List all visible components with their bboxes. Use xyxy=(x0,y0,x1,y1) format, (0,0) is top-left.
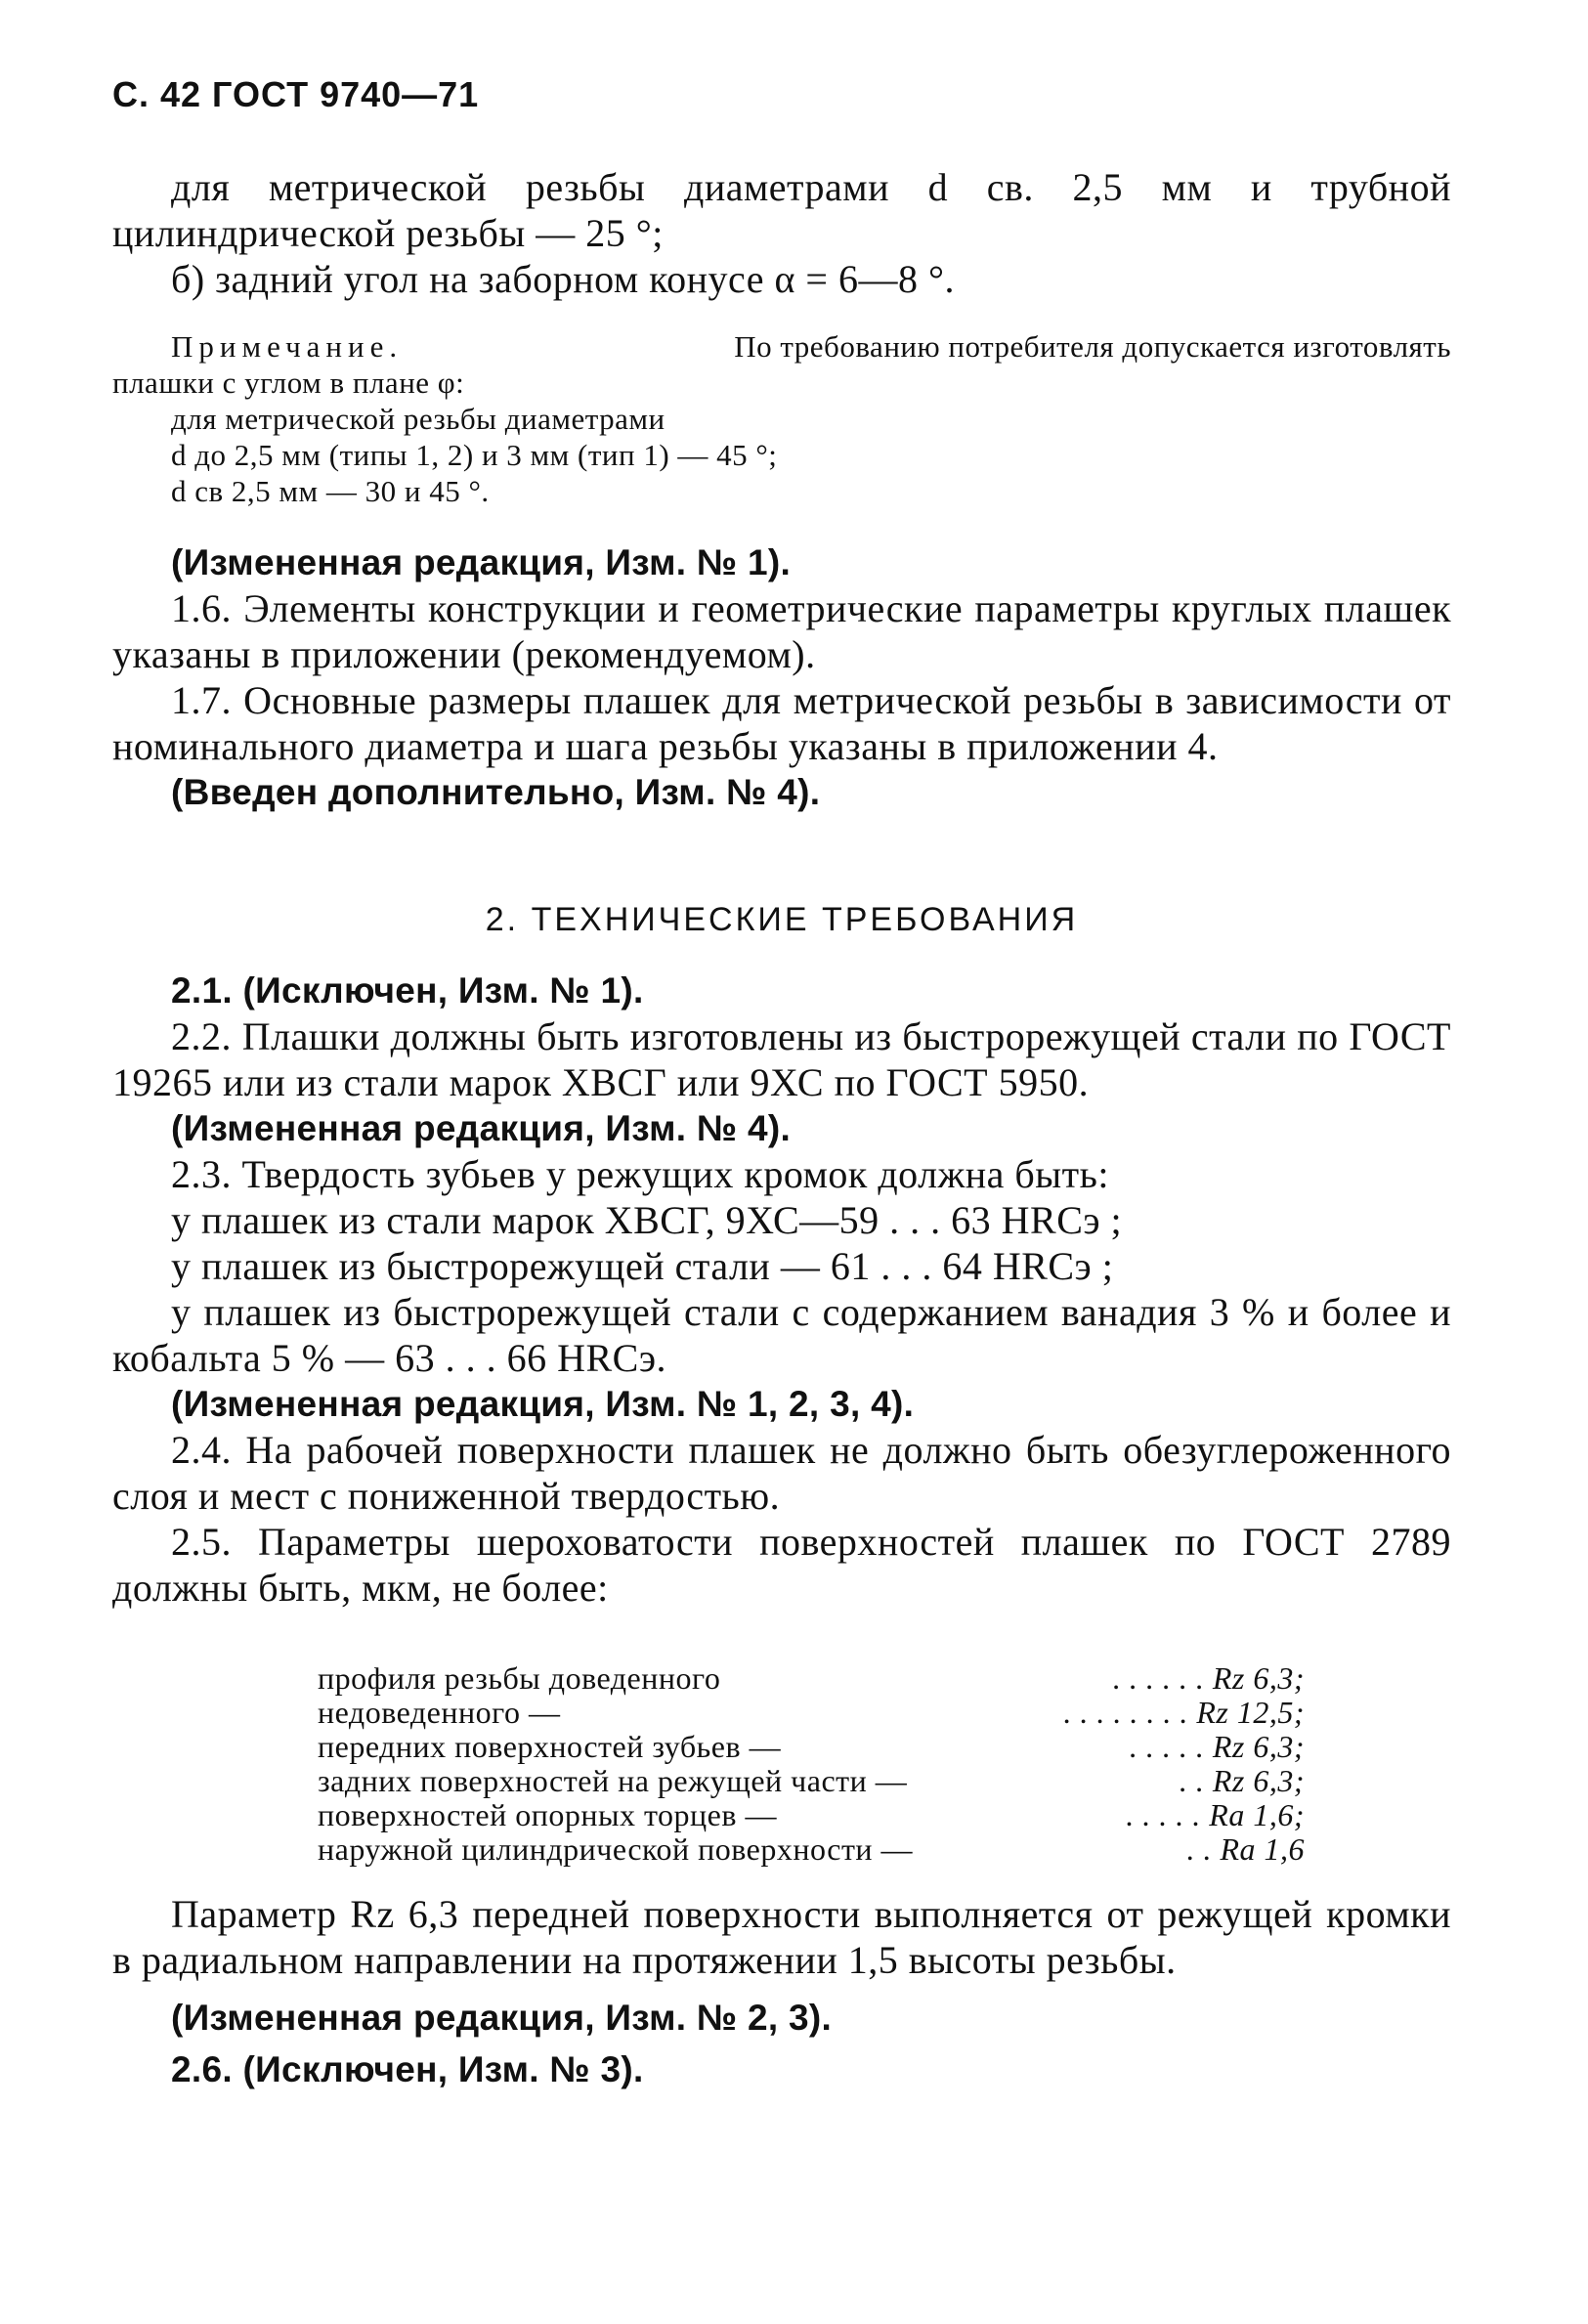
intro-block xyxy=(112,164,1451,302)
note-label: Примечание. xyxy=(171,329,404,364)
page-header: С. 42 ГОСТ 9740—71 xyxy=(112,74,480,114)
main-block-2 xyxy=(112,968,1451,1611)
roughness-row xyxy=(318,1832,1305,1867)
amendment-note: (Измененная редакция, Изм. № 2, 3). xyxy=(171,1998,833,2038)
note-line-3: для метрической резьбы диаметрами xyxy=(171,402,665,436)
amendment-note: (Измененная редакция, Изм. № 1). xyxy=(171,542,792,582)
roughness-row xyxy=(318,1798,1305,1832)
roughness-value: . . Rz 6,3; xyxy=(1179,1763,1305,1798)
section-title: 2. ТЕХНИЧЕСКИЕ ТРЕБОВАНИЯ xyxy=(485,901,1079,938)
paragraph-2-3-line-3: у плашек из быстрорежущей стали — 61 . . . 64 HRCэ ; xyxy=(171,1244,1114,1288)
roughness-label: передних поверхностей зубьев — xyxy=(318,1729,782,1764)
roughness-label: поверхностей опорных торцев — xyxy=(318,1797,777,1832)
roughness-list xyxy=(318,1661,1305,1867)
paragraph-1-6: 1.6. Элементы конструкции и геометрические параметры круглых плашек указаны в приложении (рекомендуемом). xyxy=(112,586,1451,676)
paragraph-2-3-line-2: у плашек из стали марок ХВСГ, 9ХС—59 . . . 63 HRCэ ; xyxy=(171,1198,1123,1242)
note-line-5: d св 2,5 мм — 30 и 45 °. xyxy=(171,474,490,508)
roughness-value: . . . . . . . . Rz 12,5; xyxy=(1063,1695,1305,1730)
roughness-label: профиля резьбы доведенного xyxy=(318,1660,721,1696)
amendment-note: (Измененная редакция, Изм. № 4). xyxy=(171,1108,792,1148)
roughness-value: . . . . . . Rz 6,3; xyxy=(1112,1660,1305,1696)
note-line-1-rest: По требованию потребителя допускается изготовлять xyxy=(734,329,1451,364)
roughness-value: . . . . . Ra 1,6; xyxy=(1126,1797,1305,1832)
paragraph-2-6: 2.6. (Исключен, Изм. № 3). xyxy=(171,2049,644,2089)
roughness-value: . . . . . Rz 6,3; xyxy=(1129,1729,1305,1764)
roughness-row xyxy=(318,1764,1305,1798)
amendment-note: (Введен дополнительно, Изм. № 4). xyxy=(171,772,821,812)
roughness-row xyxy=(318,1696,1305,1730)
roughness-row xyxy=(318,1661,1305,1696)
note-line-4: d до 2,5 мм (типы 1, 2) и 3 мм (тип 1) — 45 °; xyxy=(171,438,778,472)
paragraph-2-3-line-4: у плашек из быстрорежущей стали с содержанием ванадия 3 % и более и кобальта 5 % — 63 . . . 66 HRCэ. xyxy=(112,1290,1451,1380)
paragraph-2-4: 2.4. На рабочей поверхности плашек не должно быть обезуглероженного слоя и мест с пониженной твердостью. xyxy=(112,1428,1451,1518)
paragraph-rz: Параметр Rz 6,3 передней поверхности выполняется от режущей кромки в радиальном направлении на протяжении 1,5 высоты резьбы. xyxy=(112,1892,1451,1982)
main-block-1 xyxy=(112,539,1451,815)
paragraph-2-5: 2.5. Параметры шероховатости поверхностей плашек по ГОСТ 2789 должны быть, мкм, не более: xyxy=(112,1520,1451,1610)
roughness-label: недоведенного — xyxy=(318,1695,561,1730)
roughness-row xyxy=(318,1730,1305,1764)
paragraph-1-7: 1.7. Основные размеры плашек для метрической резьбы в зависимости от номинального диаметра и шага резьбы указаны в приложении 4. xyxy=(112,678,1451,768)
note-line-2: плашки с углом в плане φ: xyxy=(112,366,465,400)
intro-line-2: цилиндрической резьбы — 25 °; xyxy=(112,211,664,255)
intro-line-1: для метрической резьбы диаметрами d св. 2,5 мм и трубной xyxy=(171,165,1451,209)
paragraph-2-3-line-1: 2.3. Твердость зубьев у режущих кромок должна быть: xyxy=(171,1152,1109,1196)
paragraph-2-2: 2.2. Плашки должны быть изготовлены из быстрорежущей стали по ГОСТ 19265 или из стали марок ХВСГ или 9ХС по ГОСТ 5950. xyxy=(112,1014,1451,1104)
amendment-note: (Измененная редакция, Изм. № 1, 2, 3, 4). xyxy=(171,1384,915,1424)
main-block-3 xyxy=(112,1891,1451,2092)
roughness-label: наружной цилиндрической поверхности — xyxy=(318,1831,914,1867)
roughness-value: . . Ra 1,6 xyxy=(1186,1831,1305,1867)
roughness-label: задних поверхностей на режущей части — xyxy=(318,1763,908,1798)
note-block xyxy=(112,328,1451,509)
paragraph-2-1: 2.1. (Исключен, Изм. № 1). xyxy=(171,970,644,1011)
note-line-1 xyxy=(112,328,1451,365)
intro-line-3: б) задний угол на заборном конусе α = 6—8 °. xyxy=(171,257,955,301)
